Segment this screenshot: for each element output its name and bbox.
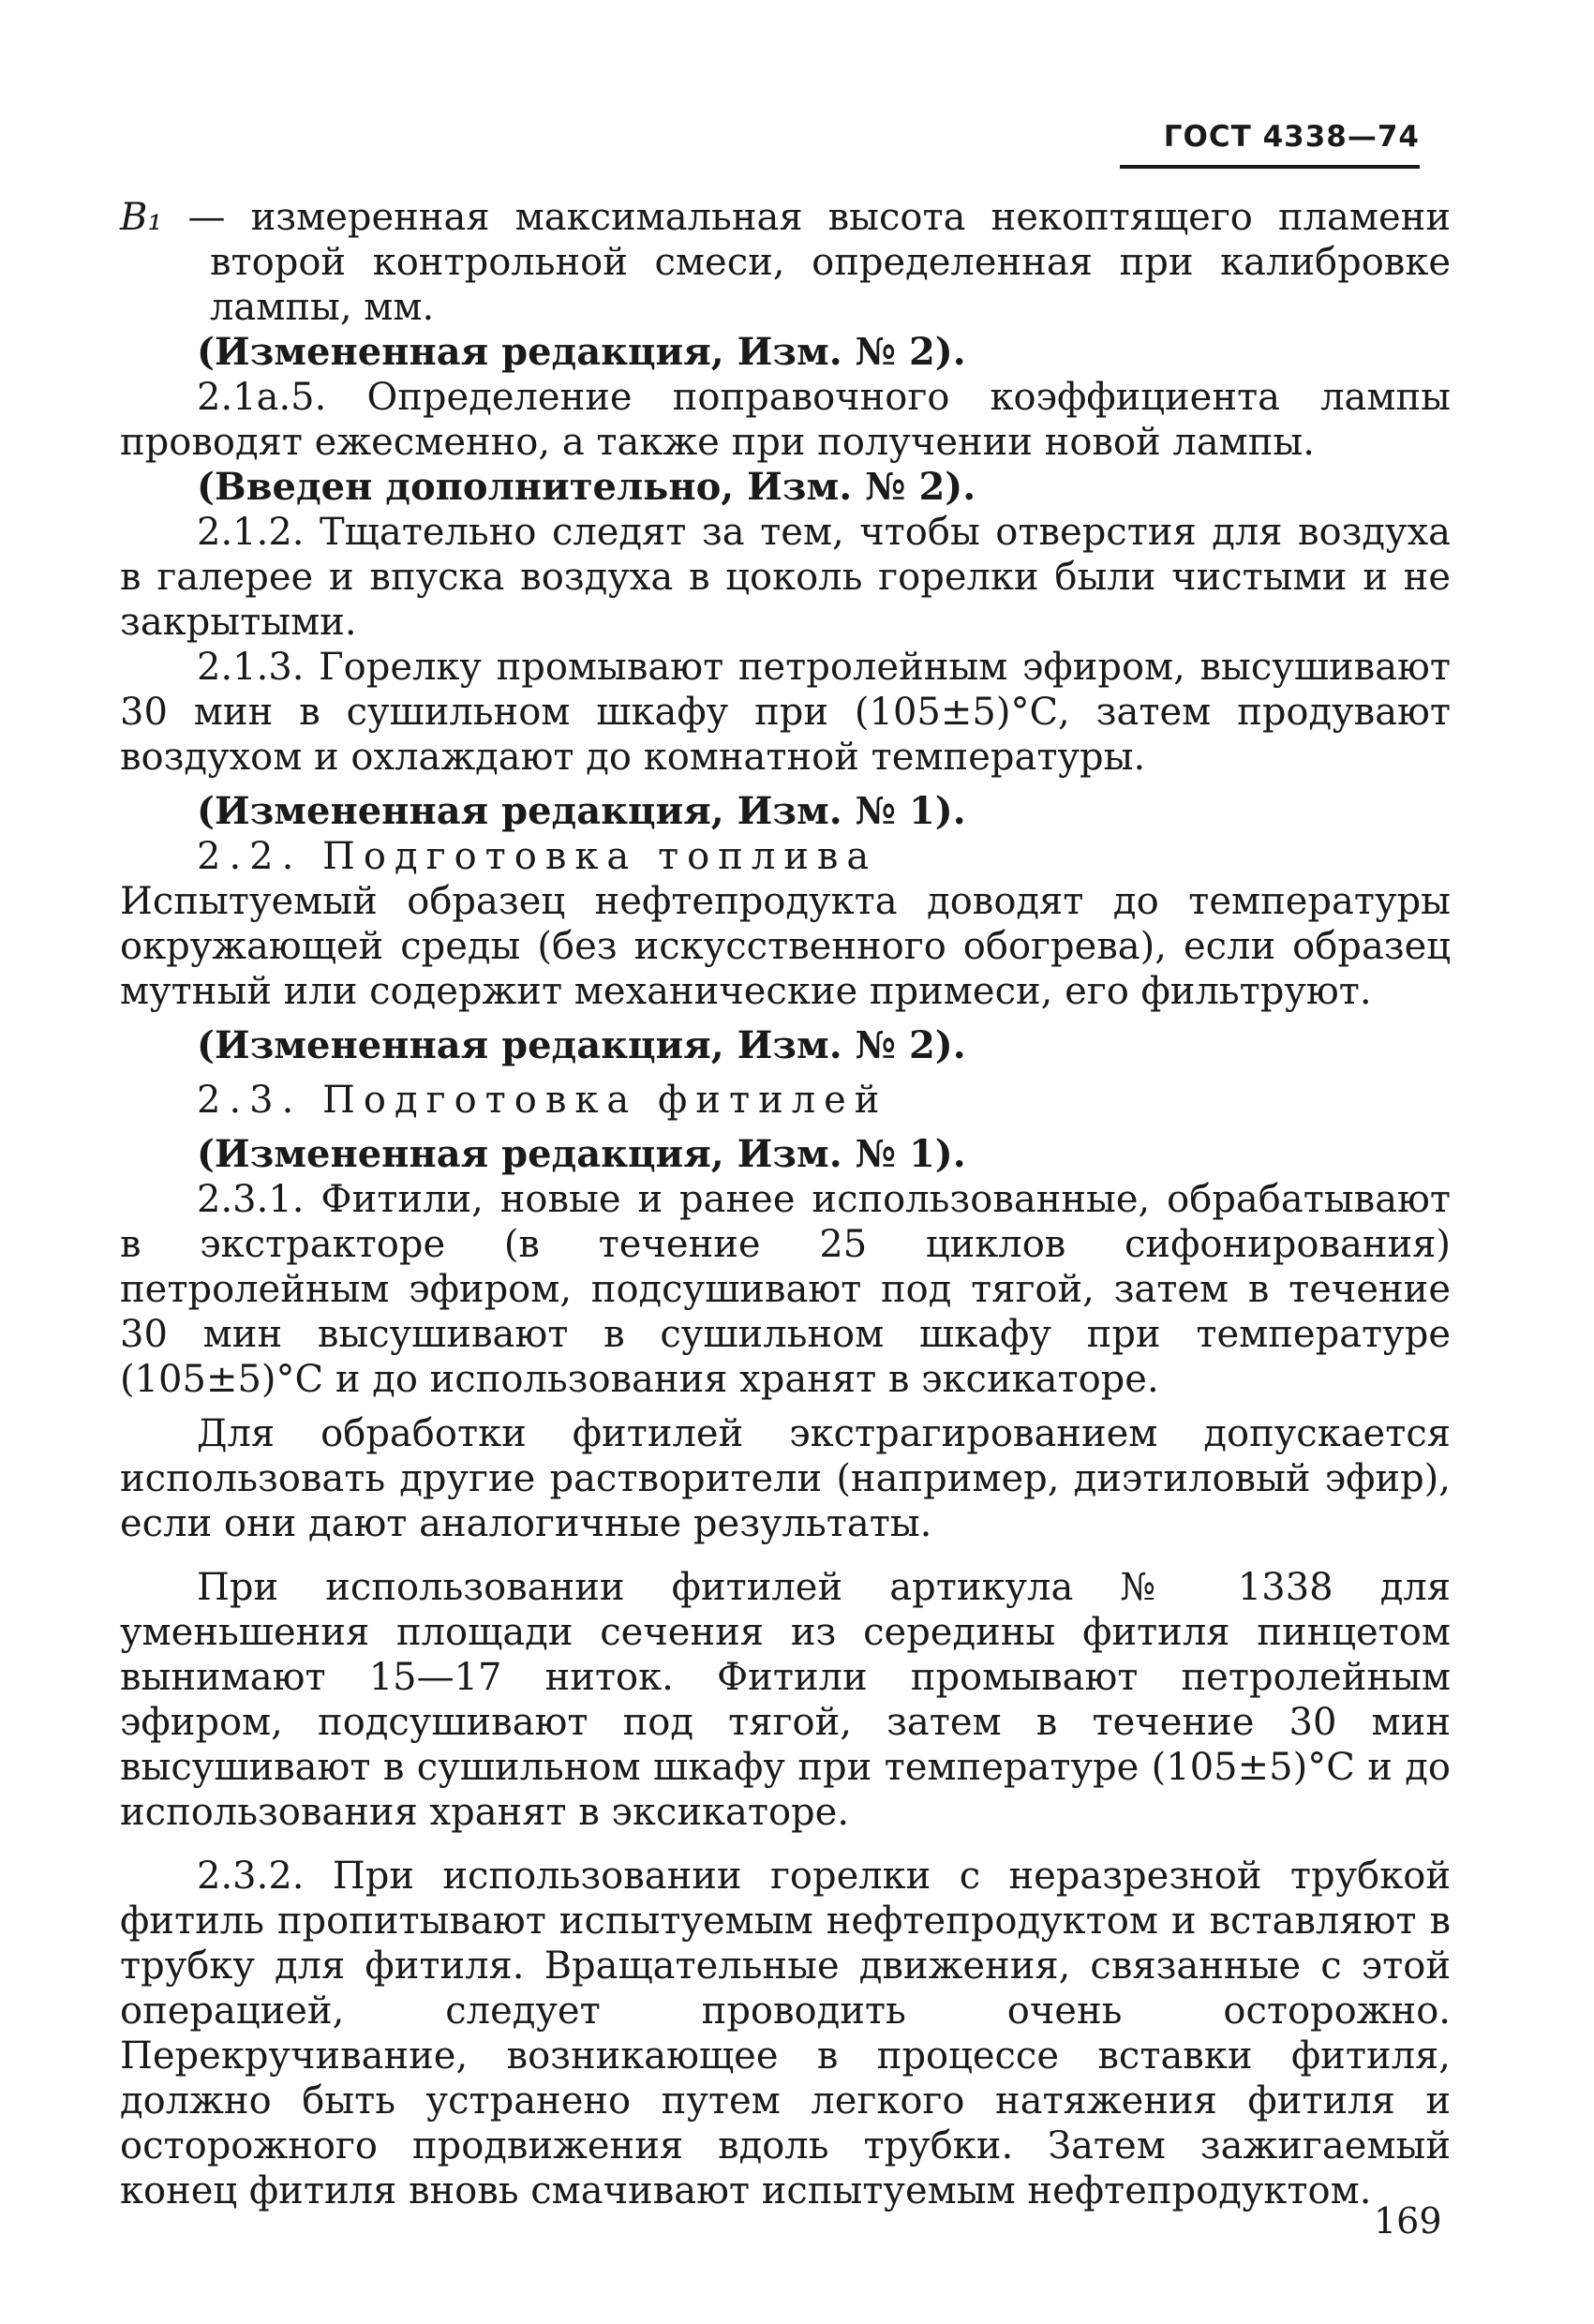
paragraph-2-1a-5: 2.1а.5. Определение поправочного коэффициента лампы проводят ежесменно, а также при получении новой лампы. xyxy=(120,376,1451,464)
paragraph-2-3-1: 2.3.1. Фитили, новые и ранее использованные, обрабатывают в экстракторе (в течение 25 циклов сифонирования) петролейным эфиром, подсушивают под тягой, затем в течение 30 мин высушивают в сушильном шкафу при температуре (105±5)°С и до использования хранят в эксикаторе. xyxy=(120,1178,1451,1401)
section-heading-2-2: 2.2. Подготовка топлива xyxy=(197,835,878,878)
definition-b1-text: — измеренная максимальная высота некоптящего пламени второй контрольной смеси, определенная при калибровке лампы, мм. xyxy=(162,196,1451,329)
paragraph-2-1-3: 2.1.3. Горелку промывают петролейным эфиром, высушивают 30 мин в сушильном шкафу при (105±5)°С, затем продувают воздухом и охлаждают до комнатной температуры. xyxy=(120,646,1451,779)
definition-b1 xyxy=(120,195,1451,330)
paragraph-2-3-2: 2.3.2. При использовании горелки с неразрезной трубкой фитиль пропитывают испытуемым нефтепродуктом и вставляют в трубку для фитиля. Вращательные движения, связанные с этой операцией, следует проводить очень осторожно. Перекручивание, возникающее в процессе вставки фитиля, должно быть устранено путем легкого натяжения фитиля и осторожного продвижения вдоль трубки. Затем зажигаемый конец фитиля вновь смачивают испытуемым нефтепродуктом. xyxy=(120,1855,1451,2212)
amendment-note: (Измененная редакция, Изм. № 1). xyxy=(197,1132,966,1176)
paragraph-wick-1338: При использовании фитилей артикула № 1338 для уменьшения площади сечения из середины фитиля пинцетом вынимают 15—17 ниток. Фитили промывают петролейным эфиром, подсушивают под тягой, затем в течение 30 мин высушивают в сушильном шкафу при температуре (105±5)°С и до использования хранят в эксикаторе. xyxy=(120,1566,1451,1834)
section-heading-2-3: 2.3. Подготовка фитилей xyxy=(197,1079,888,1122)
amendment-note: (Измененная редакция, Изм. № 1). xyxy=(197,789,966,833)
amendment-note: (Введен дополнительно, Изм. № 2). xyxy=(197,465,976,509)
paragraph-extraction-solvents: Для обработки фитилей экстрагированием допускается использовать другие растворители (например, диэтиловый эфир), если они дают аналогичные результаты. xyxy=(120,1412,1451,1545)
paragraph-2-2: Испытуемый образец нефтепродукта доводят до температуры окружающей среды (без искусственного обогрева), если образец мутный или содержит механические примеси, его фильтруют. xyxy=(120,880,1451,1013)
page-number: 169 xyxy=(1374,2200,1442,2242)
symbol-b1: B₁ xyxy=(120,196,163,239)
header-rule xyxy=(1120,165,1420,169)
amendment-note: (Измененная редакция, Изм. № 2). xyxy=(197,1023,966,1067)
amendment-note: (Измененная редакция, Изм. № 2). xyxy=(197,330,966,374)
page-content xyxy=(120,195,1451,2213)
page-header-standard-number: ГОСТ 4338—74 xyxy=(1163,120,1420,154)
paragraph-2-1-2: 2.1.2. Тщательно следят за тем, чтобы отверстия для воздуха в галерее и впуска воздуха в цоколь горелки были чистыми и не закрытыми. xyxy=(120,511,1451,644)
